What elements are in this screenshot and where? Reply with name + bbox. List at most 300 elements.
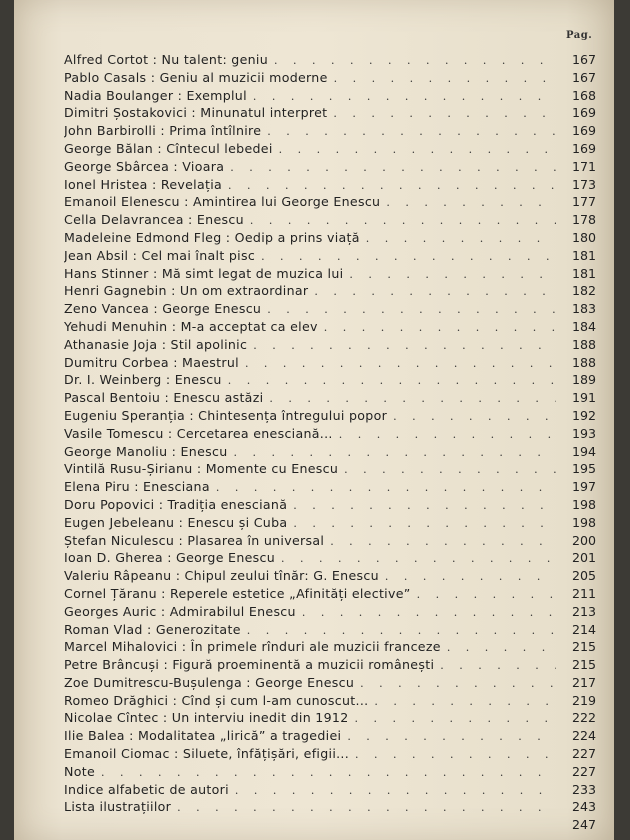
toc-title: Oedip a prins viață (234, 229, 360, 245)
toc-leader-dots (222, 177, 556, 194)
toc-title: Amintirea lui George Enescu (193, 194, 381, 210)
toc-leader-dots (327, 105, 556, 122)
toc-page-number: 181 (571, 265, 596, 281)
toc-entry (64, 69, 596, 87)
toc-entry (64, 389, 596, 407)
toc-leader-dots (241, 622, 556, 639)
toc-page-number: 219 (571, 692, 596, 708)
toc-entry (64, 354, 596, 372)
toc-separator: : (168, 692, 182, 708)
toc-title: George Enescu (255, 674, 355, 690)
toc-page-number: 177 (571, 194, 596, 210)
toc-entry-text (64, 674, 354, 692)
toc-page-number: 233 (571, 781, 596, 797)
toc-entry-text (64, 763, 95, 781)
toc-author: Pascal Bentoiu (64, 390, 161, 406)
toc-leader-dots (244, 212, 556, 229)
toc-page-number: 169 (571, 140, 596, 156)
toc-leader-dots (275, 550, 556, 567)
toc-separator: : (159, 657, 173, 673)
toc-entry (64, 798, 596, 816)
toc-page-number: 211 (571, 585, 596, 601)
toc-title: Enesciana (143, 479, 210, 495)
toc-separator: : (148, 52, 162, 67)
toc-entry (64, 193, 596, 211)
toc-separator: : (161, 372, 175, 388)
toc-entry-text (64, 265, 343, 283)
toc-title: Cîntecul lebedei (166, 140, 273, 156)
toc-leader-dots (349, 710, 556, 727)
toc-leader-dots (287, 515, 556, 532)
toc-entry (64, 460, 596, 478)
toc-entry-text (64, 781, 229, 799)
toc-leader-dots (228, 444, 557, 461)
toc-entry (64, 656, 596, 674)
toc-entry-text (64, 51, 268, 69)
toc-entry-text (64, 638, 441, 656)
toc-entry-text (64, 211, 244, 229)
toc-author: Emanoil Elenescu (64, 194, 180, 210)
toc-title: Siluete, înfățișări, efigii... (182, 746, 350, 762)
toc-leader-dots (318, 319, 556, 336)
toc-page-number: 224 (571, 728, 596, 744)
toc-leader-dots (263, 390, 556, 407)
toc-author: Roman Vlad (64, 621, 143, 637)
toc-leader-dots (171, 799, 556, 816)
toc-title: Enescu (174, 372, 222, 388)
toc-title: Tradiția enesciană (167, 496, 288, 512)
toc-page-number: 195 (571, 461, 596, 477)
toc-entry-text (64, 371, 222, 389)
toc-separator: : (167, 443, 181, 459)
toc-leader-dots (261, 301, 556, 318)
toc-title: Enescu și Cuba (187, 514, 288, 530)
toc-author: Marcel Mihalovici (64, 639, 178, 655)
toc-separator: : (160, 390, 174, 406)
toc-title: Vioara (182, 158, 225, 174)
toc-separator: : (147, 176, 161, 192)
toc-author: Dr. I. Weinberg (64, 372, 162, 388)
toc-entry (64, 745, 596, 763)
toc-entry (64, 692, 596, 710)
toc-entry (64, 603, 596, 621)
toc-entry (64, 674, 596, 692)
toc-entry-text (64, 122, 261, 140)
toc-entry (64, 265, 596, 283)
toc-title: Momente cu Enescu (205, 461, 339, 477)
toc-separator: : (221, 229, 235, 245)
toc-page-number: 169 (571, 105, 596, 121)
toc-separator: : (177, 639, 191, 655)
toc-author: Doru Popovici (64, 496, 155, 512)
toc-entry (64, 51, 596, 69)
toc-page-number: 181 (571, 247, 596, 263)
toc-leader-dots (434, 657, 556, 674)
toc-page-number: 214 (571, 621, 596, 637)
toc-leader-dots (328, 70, 556, 87)
toc-leader-dots (354, 675, 556, 692)
toc-author: Ioan D. Gherea (64, 550, 163, 566)
toc-separator: : (179, 194, 193, 210)
toc-entry-text (64, 425, 333, 443)
toc-title: Maestrul (182, 354, 239, 370)
toc-title: Reperele estetice „Afinități elective” (170, 585, 411, 601)
toc-entry (64, 478, 596, 496)
toc-leader-dots (268, 52, 556, 69)
toc-entry (64, 443, 596, 461)
toc-page-number: 201 (571, 550, 596, 566)
toc-leader-dots (210, 479, 556, 496)
toc-separator: : (167, 318, 181, 334)
toc-entry-text (64, 87, 247, 105)
toc-entry-text (64, 443, 228, 461)
toc-entry-text (64, 176, 222, 194)
toc-entry (64, 282, 596, 300)
toc-entry-text (64, 354, 239, 372)
toc-title: Enescu astăzi (173, 390, 264, 406)
toc-entry-text (64, 621, 241, 639)
toc-page-number: 215 (571, 639, 596, 655)
toc-entry (64, 763, 596, 781)
toc-author: Madeleine Edmond Fleg (64, 229, 222, 245)
toc-page-number: 167 (571, 52, 596, 67)
toc-entry (64, 425, 596, 443)
toc-author: Eugeniu Speranția (64, 407, 186, 423)
toc-author: Pablo Casals (64, 69, 147, 85)
toc-entry-text (64, 585, 411, 603)
toc-separator: : (174, 514, 188, 530)
toc-entry (64, 781, 596, 799)
toc-leader-dots (95, 764, 556, 781)
toc-author: Zeno Vancea (64, 301, 150, 317)
toc-title: Nu talent: geniu (161, 52, 268, 67)
toc-leader-dots (287, 497, 556, 514)
toc-leader-dots (247, 337, 556, 354)
toc-title: Cînd și cum l-am cunoscut... (181, 692, 369, 708)
toc-leader-dots (333, 426, 556, 443)
toc-page-number: 191 (571, 390, 596, 406)
toc-author: John Barbirolli (64, 123, 157, 139)
toc-entry (64, 336, 596, 354)
toc-entry (64, 496, 596, 514)
toc-entry-text (64, 692, 368, 710)
toc-separator: : (129, 479, 144, 495)
toc-leader-dots (255, 248, 556, 265)
toc-entry (64, 247, 596, 265)
toc-author: Alfred Cortot (64, 52, 149, 67)
toc-page-number: 189 (571, 372, 596, 388)
toc-entry-text (64, 300, 261, 318)
toc-separator: : (158, 710, 172, 726)
toc-entry-text (64, 336, 247, 354)
toc-separator: : (171, 568, 185, 584)
toc-author: Petre Brâncuși (64, 657, 160, 673)
toc-page-number: 194 (571, 443, 596, 459)
toc-title: Un interviu inedit din 1912 (171, 710, 349, 726)
toc-author: Nicolae Cîntec (64, 710, 159, 726)
toc-entry (64, 300, 596, 318)
toc-entry-text (64, 318, 318, 336)
toc-entry-text (64, 549, 275, 567)
toc-author: Vasile Tomescu (64, 425, 164, 441)
toc-separator: : (157, 336, 171, 352)
toc-page-number: 198 (571, 514, 596, 530)
toc-entry (64, 567, 596, 585)
toc-author: Ionel Hristea (64, 176, 148, 192)
toc-title: Geniu al muzicii moderne (159, 69, 328, 85)
toc-author: Elena Piru (64, 479, 130, 495)
toc-page-number: 182 (571, 283, 596, 299)
toc-author: Hans Stinner (64, 265, 149, 281)
toc-separator: : (166, 283, 180, 299)
toc-author: Jean Absil (64, 247, 129, 263)
table-of-contents (64, 51, 596, 834)
toc-entry-text (64, 567, 379, 585)
toc-entry (64, 140, 596, 158)
toc-author: George Bălan (64, 140, 154, 156)
toc-separator: : (185, 407, 199, 423)
toc-leader-dots (380, 194, 556, 211)
toc-page-number: 227 (571, 746, 596, 762)
toc-leader-dots (441, 639, 556, 656)
toc-leader-dots (379, 568, 556, 585)
toc-author: Nadia Boulanger (64, 87, 174, 103)
toc-leader-dots (341, 728, 556, 745)
toc-page-number: 200 (571, 532, 596, 548)
toc-separator: : (156, 603, 170, 619)
toc-separator: : (173, 87, 187, 103)
toc-leader-dots (247, 88, 556, 105)
toc-leader-dots (349, 746, 556, 763)
toc-entry-text (64, 193, 380, 211)
toc-entry (64, 549, 596, 567)
toc-author: Cella Delavrancea (64, 212, 184, 228)
toc-author: Dimitri Șostakovici (64, 105, 188, 121)
toc-title: Cel mai înalt pisc (141, 247, 256, 263)
toc-title: În primele rînduri ale muzicii franceze (190, 639, 441, 655)
toc-separator: : (128, 247, 142, 263)
toc-entry-text (64, 282, 308, 300)
toc-separator: : (169, 746, 183, 762)
toc-title: Prima întîlnire (169, 123, 262, 139)
toc-separator: : (146, 69, 160, 85)
toc-title: Enescu (180, 443, 228, 459)
toc-separator: : (148, 265, 162, 281)
toc-entry (64, 816, 596, 834)
toc-separator: : (156, 123, 170, 139)
toc-author: Romeo Drăghici (64, 692, 169, 708)
toc-author: Ștefan Niculescu (64, 532, 175, 548)
toc-separator: : (149, 301, 163, 317)
toc-entry-text (64, 478, 210, 496)
toc-leader-dots (296, 604, 556, 621)
toc-author: Yehudi Menuhin (64, 318, 168, 334)
page-column-label: Pag. (566, 30, 593, 41)
toc-leader-dots (411, 586, 556, 603)
toc-author: Emanoil Ciomac (64, 746, 170, 762)
toc-title: Figură proeminentă a muzicii românești (172, 657, 435, 673)
toc-separator: : (174, 532, 188, 548)
toc-page-number: 168 (571, 87, 596, 103)
toc-page-number: 247 (571, 817, 596, 833)
toc-entry (64, 158, 596, 176)
toc-entry-text (64, 532, 324, 550)
toc-title: Note (64, 763, 96, 779)
toc-entry-text (64, 104, 327, 122)
toc-separator: : (162, 550, 177, 566)
toc-leader-dots (239, 355, 556, 372)
toc-entry (64, 532, 596, 550)
toc-page-number: 173 (571, 176, 596, 192)
toc-entry-text (64, 69, 328, 87)
toc-leader-dots (222, 372, 556, 389)
toc-leader-dots (343, 266, 556, 283)
toc-entry-text (64, 727, 341, 745)
toc-entry-text (64, 603, 296, 621)
toc-title: Chipul zeului tînăr: G. Enescu (184, 568, 379, 584)
toc-entry (64, 585, 596, 603)
toc-title: Revelația (160, 176, 223, 192)
toc-entry (64, 87, 596, 105)
toc-entry (64, 122, 596, 140)
toc-entry-text (64, 798, 171, 816)
toc-page-number: 243 (571, 799, 596, 815)
toc-author: Zoe Dumitrescu-Bușulenga (64, 674, 242, 690)
toc-entry-text (64, 514, 287, 532)
toc-title: M-a acceptat ca elev (180, 318, 318, 334)
toc-page-number: 192 (571, 407, 596, 423)
toc-entry-text (64, 229, 360, 247)
toc-page-number: 171 (571, 158, 596, 174)
toc-title: Chintesența întregului popor (198, 407, 388, 423)
toc-page-number: 184 (571, 318, 596, 334)
toc-entry (64, 709, 596, 727)
toc-separator: : (187, 105, 201, 121)
toc-page-number: 205 (571, 568, 596, 584)
toc-leader-dots (368, 693, 556, 710)
toc-page-number: 193 (571, 425, 596, 441)
toc-entry-text (64, 247, 255, 265)
toc-author: Cornel Țăranu (64, 585, 157, 601)
toc-author: Vintilă Rusu-Șirianu (64, 461, 193, 477)
toc-leader-dots (324, 533, 556, 550)
toc-separator: : (241, 674, 256, 690)
toc-page-number: 167 (571, 69, 596, 85)
toc-page-number: 169 (571, 123, 596, 139)
toc-leader-dots (224, 159, 556, 176)
toc-entry-text (64, 389, 263, 407)
toc-title: Exemplul (186, 87, 247, 103)
toc-separator: : (156, 585, 171, 601)
toc-title: Minunatul interpret (200, 105, 328, 121)
toc-title: Un om extraordinar (179, 283, 309, 299)
toc-title: George Enescu (176, 550, 276, 566)
toc-page-number: 183 (571, 301, 596, 317)
toc-title: Admirabilul Enescu (169, 603, 296, 619)
toc-title: Generozitate (155, 621, 241, 637)
toc-title: Indice alfabetic de autori (64, 781, 229, 797)
toc-entry-text (64, 656, 434, 674)
toc-entry (64, 371, 596, 389)
toc-page-number: 180 (571, 229, 596, 245)
toc-author: Georges Auric (64, 603, 157, 619)
toc-title: Cercetarea enesciană... (176, 425, 333, 441)
toc-title: Plasarea în universal (187, 532, 325, 548)
toc-page-number: 222 (571, 710, 596, 726)
toc-leader-dots (273, 141, 556, 158)
toc-author: Ilie Balea (64, 728, 125, 744)
toc-separator: : (169, 158, 183, 174)
toc-entry (64, 104, 596, 122)
toc-separator: : (168, 354, 183, 370)
toc-separator: : (124, 728, 138, 744)
toc-entry (64, 638, 596, 656)
toc-separator: : (154, 496, 168, 512)
toc-entry (64, 176, 596, 194)
toc-entry (64, 211, 596, 229)
toc-separator: : (192, 461, 206, 477)
toc-entry-text (64, 407, 387, 425)
toc-entry-text (64, 158, 224, 176)
toc-entry-text (64, 709, 349, 727)
toc-separator: : (163, 425, 177, 441)
toc-entry (64, 727, 596, 745)
book-page (14, 0, 614, 840)
toc-separator: : (153, 140, 167, 156)
toc-title: Stil apolinic (170, 336, 248, 352)
toc-title: Enescu (196, 212, 244, 228)
toc-page-number: 197 (571, 479, 596, 495)
toc-separator: : (183, 212, 197, 228)
toc-entry-text (64, 745, 349, 763)
toc-entry-text (64, 140, 273, 158)
toc-leader-dots (360, 230, 556, 247)
toc-author: Athanasie Joja (64, 336, 158, 352)
toc-entry (64, 407, 596, 425)
toc-author: Dumitru Corbea (64, 354, 169, 370)
toc-entry (64, 514, 596, 532)
toc-entry-text (64, 460, 338, 478)
toc-author: George Manoliu (64, 443, 168, 459)
toc-leader-dots (229, 782, 556, 799)
toc-page-number: 213 (571, 603, 596, 619)
toc-page-number: 178 (571, 212, 596, 228)
toc-page-number: 227 (571, 763, 596, 779)
toc-page-number: 188 (571, 336, 596, 352)
toc-author: Valeriu Râpeanu (64, 568, 172, 584)
toc-page-number: 215 (571, 657, 596, 673)
toc-separator: : (142, 621, 156, 637)
toc-entry (64, 229, 596, 247)
toc-title: Mă simt legat de muzica lui (161, 265, 344, 281)
toc-leader-dots (387, 408, 556, 425)
toc-title: Modalitatea „lirică” a tragediei (137, 728, 342, 744)
toc-title: George Enescu (162, 301, 262, 317)
toc-leader-dots (308, 283, 556, 300)
toc-page-number: 198 (571, 496, 596, 512)
toc-page-number: 188 (571, 354, 596, 370)
toc-title: Lista ilustrațiilor (64, 799, 172, 815)
toc-entry-text (64, 496, 287, 514)
toc-entry (64, 621, 596, 639)
toc-entry (64, 318, 596, 336)
toc-page-number: 217 (571, 674, 596, 690)
toc-leader-dots (261, 123, 556, 140)
toc-author: Henri Gagnebin (64, 283, 167, 299)
toc-leader-dots (338, 461, 556, 478)
toc-author: Eugen Jebeleanu (64, 514, 175, 530)
toc-author: George Sbârcea (64, 158, 170, 174)
